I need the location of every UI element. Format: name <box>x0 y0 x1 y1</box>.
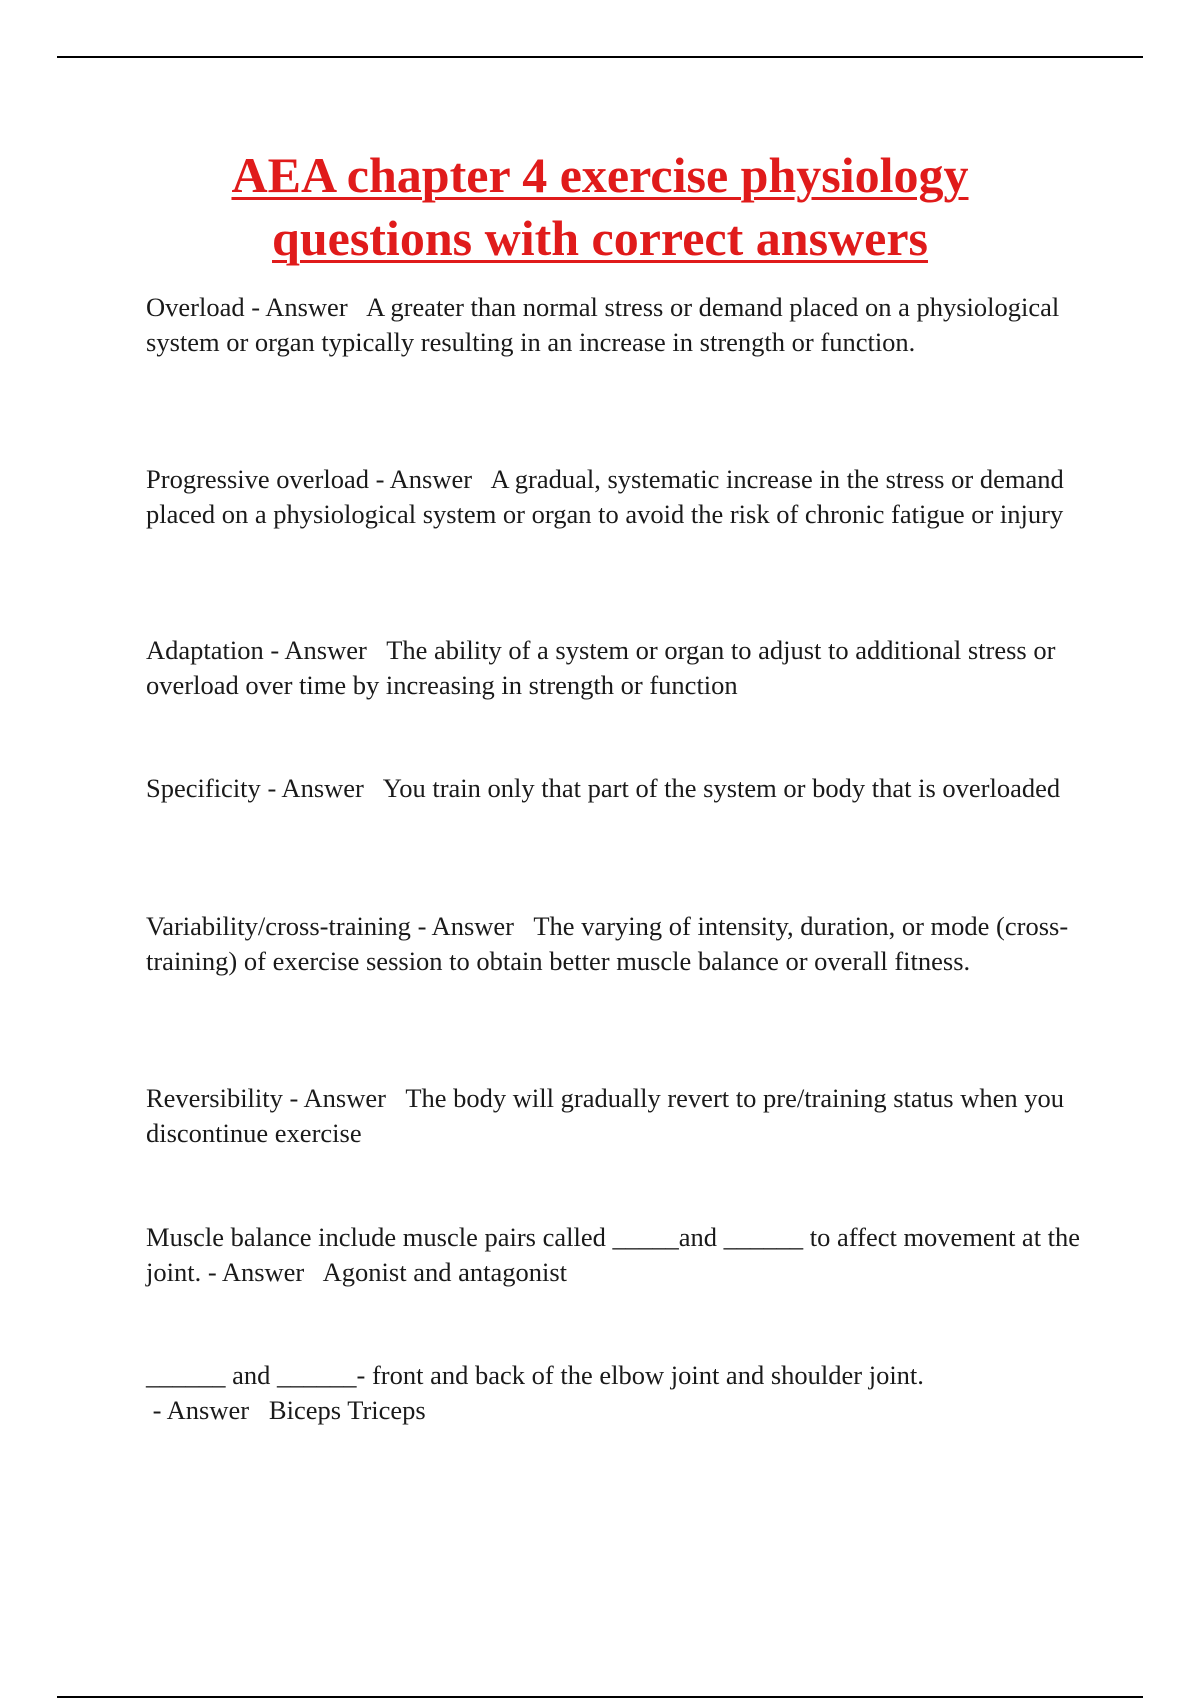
bottom-rule <box>57 1696 1143 1698</box>
answer-separator: - Answer <box>282 1083 406 1113</box>
qa-item-reversibility <box>146 1081 1096 1150</box>
answer-separator: - Answer <box>260 773 383 803</box>
title-line-2: questions with correct answers <box>272 210 928 266</box>
answer-separator: - Answer <box>201 1256 323 1287</box>
qa-item-overload <box>146 290 1096 359</box>
answer-separator: - Answer <box>410 911 534 941</box>
answer-text: A greater than normal stress or demand placed on a physiological system or organ typically resulting in an increase in strength or function. <box>146 292 1060 357</box>
answer-text: The varying of intensity, duration, or mode (cross-training) of exercise session to obtain better muscle balance or overall fitness. <box>146 911 1069 976</box>
qa-item-variability <box>146 909 1096 978</box>
answer-text: Biceps Triceps <box>268 1394 426 1425</box>
answer-separator: - Answer <box>369 464 491 494</box>
answer-separator: - Answer <box>146 1394 269 1425</box>
qa-item-adaptation <box>146 633 1096 702</box>
answer-separator: - Answer <box>263 635 387 665</box>
answer-text: You train only that part of the system or body that is overloaded <box>382 773 1061 803</box>
answer-text: The body will gradually revert to pre/training status when you discontinue exercise <box>146 1083 1065 1148</box>
title-line-1: AEA chapter 4 exercise physiology <box>231 147 969 203</box>
answer-text: Agonist and antagonist <box>322 1256 568 1287</box>
qa-item-biceps-triceps <box>146 1358 1096 1427</box>
qa-item-muscle-balance <box>146 1220 1096 1289</box>
question-text: Adaptation <box>146 635 264 665</box>
top-rule <box>57 56 1143 58</box>
question-text: Progressive overload <box>146 464 369 494</box>
answer-separator: - Answer <box>244 292 367 322</box>
page-title <box>100 144 1100 270</box>
question-text: Specificity <box>146 773 261 803</box>
question-text: Variability/cross-training <box>146 911 411 941</box>
qa-item-progressive-overload <box>146 462 1096 531</box>
answer-text: The ability of a system or organ to adjust to additional stress or overload over time by increasing in strength or function <box>146 635 1056 700</box>
answer-text: A gradual, systematic increase in the stress or demand placed on a physiological system or organ to avoid the risk of chronic fatigue or injury <box>146 464 1064 529</box>
qa-item-specificity <box>146 771 1096 806</box>
question-text: ______ and ______- front and back of the elbow joint and shoulder joint. <box>146 1360 924 1390</box>
question-text: Reversibility <box>146 1083 283 1113</box>
question-text: Muscle balance include muscle pairs called _____and ______ to affect movement at the joint. <box>146 1222 1081 1287</box>
question-text: Overload <box>146 292 245 322</box>
